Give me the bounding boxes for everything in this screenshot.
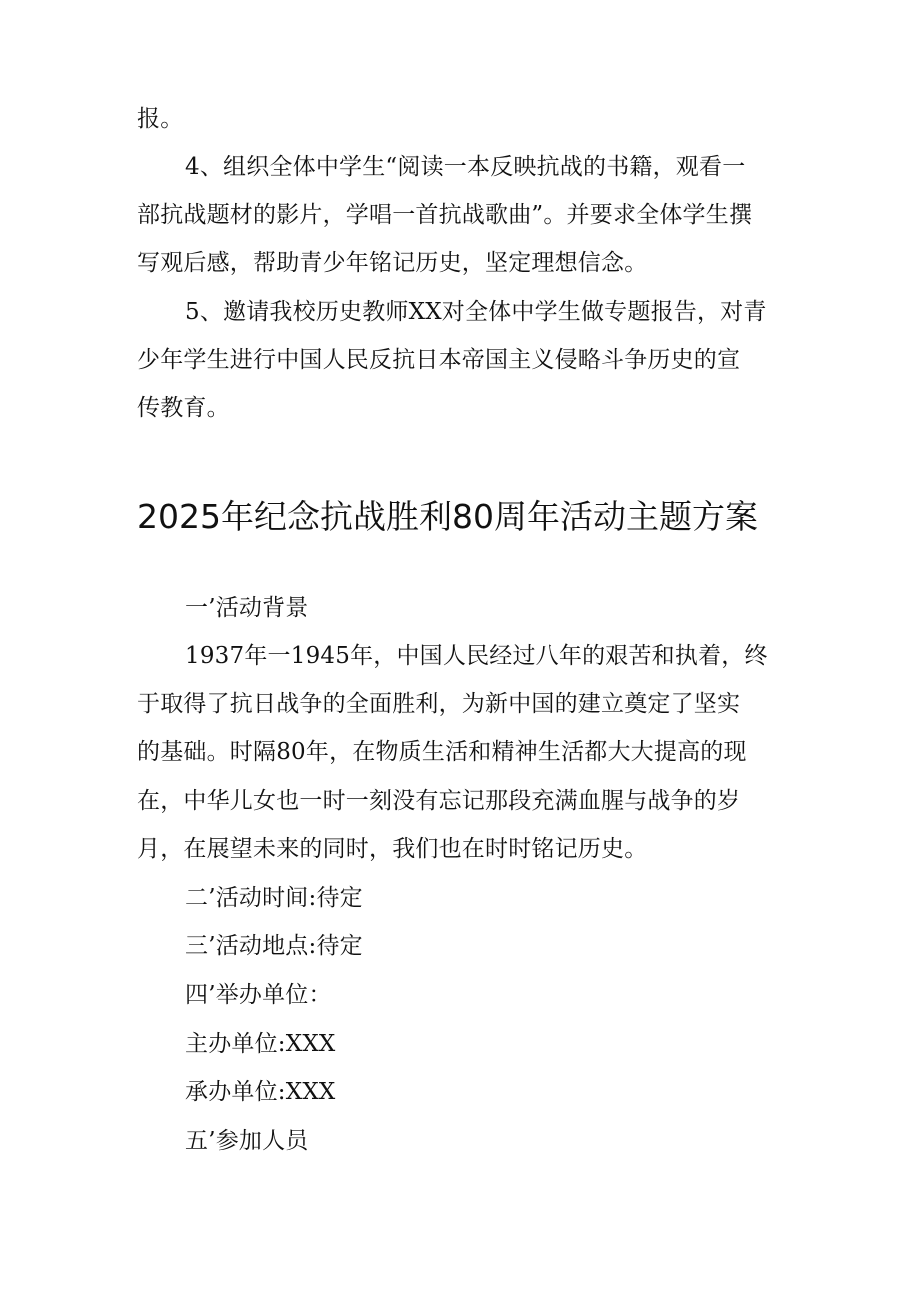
continued-paragraph-end: 报。 bbox=[137, 106, 184, 132]
host-unit: 主办单位:XXX bbox=[185, 1031, 336, 1057]
organizers-heading: 四’举办单位： bbox=[185, 982, 332, 1008]
background-line-4: 在，中华儿女也一时一刻没有忘记那段充满血腥与战争的岁 bbox=[137, 788, 741, 814]
document-title: 2025年纪念抗战胜利80周年活动主题方案 bbox=[137, 497, 758, 536]
item-5-line-1: 5、邀请我校历史教师XX对全体中学生做专题报告，对青 bbox=[185, 299, 767, 325]
item-5-line-2: 少年学生进行中国人民反抗日本帝国主义侵略斗争历史的宣 bbox=[137, 347, 741, 373]
co-organizer-unit: 承办单位:XXX bbox=[185, 1079, 336, 1105]
item-4-line-3: 写观后感，帮助青少年铭记历史，坚定理想信念。 bbox=[137, 250, 648, 276]
background-line-2: 于取得了抗日战争的全面胜利，为新中国的建立奠定了坚实 bbox=[137, 691, 741, 717]
item-4-line-2: 部抗战题材的影片，学唱一首抗战歌曲”。并要求全体学生撰 bbox=[137, 202, 753, 228]
activity-time: 二’活动时间:待定 bbox=[185, 885, 363, 911]
background-line-1: 1937年一1945年，中国人民经过八年的艰苦和执着，终 bbox=[185, 643, 768, 669]
item-5-line-3: 传教育。 bbox=[137, 395, 230, 421]
participants-heading: 五’参加人员 bbox=[185, 1128, 309, 1154]
item-4-line-1: 4、组织全体中学生“阅读一本反映抗战的书籍，观看一 bbox=[185, 154, 746, 180]
activity-location: 三’活动地点:待定 bbox=[185, 933, 363, 959]
background-line-3: 的基础。时隔80年，在物质生活和精神生活都大大提高的现 bbox=[137, 739, 747, 765]
background-heading: 一’活动背景 bbox=[185, 595, 309, 621]
background-line-5: 月，在展望未来的同时，我们也在时时铭记历史。 bbox=[137, 836, 648, 862]
